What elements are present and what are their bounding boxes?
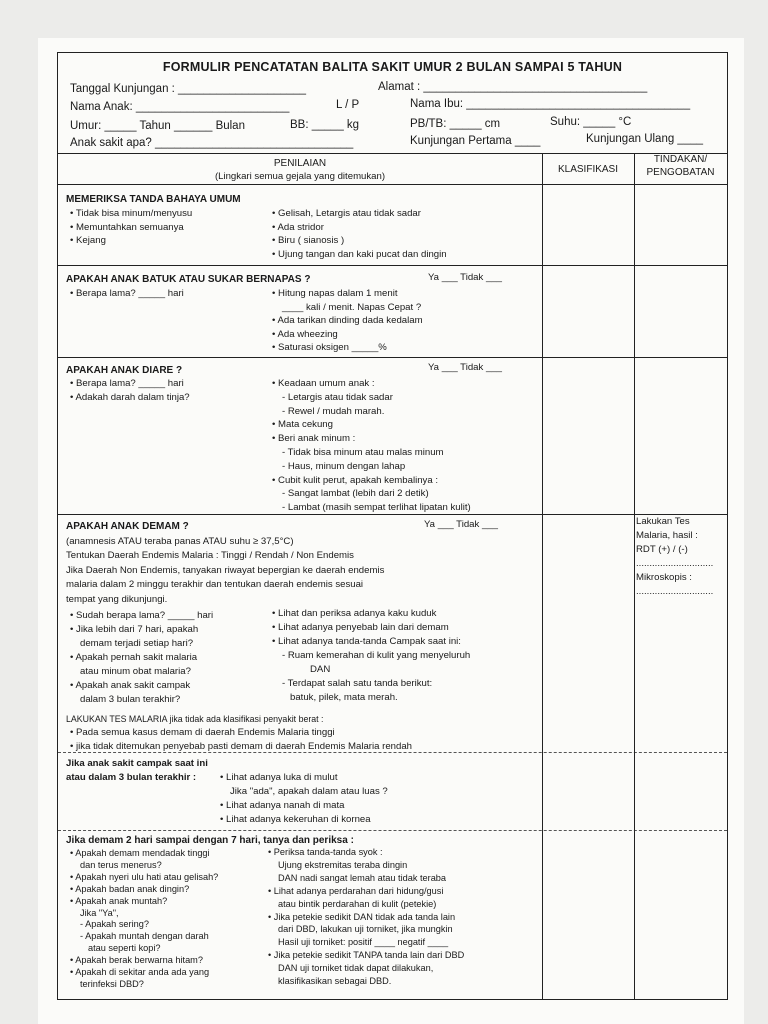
section-divider	[58, 357, 727, 358]
field-tanggal-kunjungan[interactable]: Tanggal Kunjungan : ____________________	[70, 83, 306, 95]
checklist-item[interactable]: demam terjadi setiap hari?	[80, 638, 194, 649]
table-head-line	[58, 184, 727, 185]
checklist-item[interactable]: • Saturasi oksigen _____%	[272, 341, 423, 355]
field-nama-ibu[interactable]: Nama Ibu: ___________________________________	[410, 98, 691, 110]
s4-right-list	[272, 607, 470, 705]
torniket-result-field[interactable]: Hasil uji torniket: positif ____ negatif ____	[278, 937, 449, 948]
yes-no-field[interactable]: Ya ___ Tidak ___	[428, 362, 502, 373]
checklist-item[interactable]: • Gelisah, Letargis atau tidak sadar	[272, 207, 447, 221]
checklist-item[interactable]: • Ujung tangan dan kaki pucat dan dingin	[272, 248, 447, 262]
field-alamat[interactable]: Alamat : ___________________________________	[378, 81, 648, 93]
yes-no-field[interactable]: Ya ___ Tidak ___	[428, 272, 502, 283]
section-diare	[66, 364, 182, 378]
checklist-item[interactable]: • Lihat adanya luka di mulut	[220, 771, 388, 785]
field-jenis-kelamin[interactable]: L / P	[336, 99, 360, 111]
table-top-line	[58, 153, 727, 154]
field-kunjungan-pertama[interactable]: Kunjungan Pertama ____	[410, 135, 541, 147]
checklist-item[interactable]: • Kejang	[70, 234, 192, 248]
checklist-item[interactable]: atau minum obat malaria?	[80, 666, 191, 677]
checklist-item[interactable]: • Adakah darah dalam tinja?	[70, 391, 190, 405]
s4-left-list	[70, 609, 213, 707]
checklist-item[interactable]: • Apakah badan anak dingin?	[70, 884, 218, 896]
field-kunjungan-ulang[interactable]: Kunjungan Ulang ____	[586, 133, 704, 145]
checklist-item[interactable]: ____ kali / menit. Napas Cepat ?	[282, 301, 422, 313]
field-bb[interactable]: BB: _____ kg	[290, 119, 360, 131]
checklist-item: Jika "Ya",	[80, 907, 119, 918]
rdt-result-field[interactable]: RDT (+) / (-)	[636, 544, 688, 555]
checklist-item[interactable]: klasifikasikan sebagai DBD.	[278, 976, 392, 987]
checklist-item[interactable]: • Ada tarikan dinding dada kedalam	[272, 314, 423, 328]
section-title: APAKAH ANAK DIARE ?	[66, 365, 183, 376]
col-divider-tindakan	[634, 153, 635, 999]
checklist-item: DAN	[310, 664, 331, 675]
checklist-item[interactable]: - Ruam kemerahan di kulit yang menyeluruh	[282, 650, 471, 661]
section-tanda-bahaya	[66, 193, 241, 207]
checklist-item[interactable]: • Ada stridor	[272, 221, 447, 235]
checklist-item[interactable]: • Apakah di sekitar anda ada yang	[70, 967, 218, 979]
section-title: MEMERIKSA TANDA BAHAYA UMUM	[66, 194, 241, 205]
checklist-item[interactable]: • Memuntahkan semuanya	[70, 221, 192, 235]
checklist-item[interactable]: • Apakah berak berwarna hitam?	[70, 955, 218, 967]
checklist-item[interactable]: • Lihat adanya perdarahan dari hidung/gusi	[268, 885, 464, 898]
section-title: APAKAH ANAK DEMAM ?	[66, 521, 189, 532]
checklist-item[interactable]: - Haus, minum dengan lahap	[282, 460, 406, 472]
head-klasifikasi: KLASIFIKASI	[557, 164, 619, 175]
checklist-item[interactable]: dari DBD, lakukan uji torniket, jika mungkin	[278, 924, 453, 935]
checklist-item[interactable]: - Lambat (masih sempat terlihat lipatan kulit)	[282, 502, 471, 514]
s1-right-list	[272, 207, 447, 261]
checklist-item[interactable]: • Jika petekie sedikit TANPA tanda lain dari DBD	[268, 949, 464, 962]
checklist-item[interactable]: Ujung ekstremitas teraba dingin	[278, 859, 408, 870]
checklist-item[interactable]: • Mata cekung	[272, 418, 471, 432]
field-umur[interactable]: Umur: _____ Tahun ______ Bulan	[70, 120, 245, 132]
s3-left-list	[70, 377, 190, 404]
s3-right-list	[272, 377, 471, 515]
checklist-item[interactable]: - Sangat lambat (lebih dari 2 detik)	[282, 488, 429, 500]
s2-right-list	[272, 287, 423, 355]
form-title: FORMULIR PENCATATAN BALITA SAKIT UMUR 2 BULAN SAMPAI 5 TAHUN	[162, 60, 623, 74]
checklist-item[interactable]: - Tidak bisa minum atau malas minum	[282, 446, 444, 458]
yes-no-field[interactable]: Ya ___ Tidak ___	[424, 519, 498, 530]
checklist-item[interactable]: • Apakah anak sakit campak	[70, 679, 213, 693]
checklist-item[interactable]: terinfeksi DBD?	[80, 978, 144, 989]
s4-tes-malaria: LAKUKAN TES MALARIA jika tidak ada klasifikasi penyakit berat : • Pada semua kasus demam di daerah Endemis Malaria tinggi • jika tidak ditemukan penyebab pasti demam di daerah Endemis Malaria rendah	[66, 712, 412, 754]
checklist-item[interactable]: • Hitung napas dalam 1 menit	[272, 287, 423, 301]
checklist-item[interactable]: - Apakah muntah dengan darah	[80, 931, 209, 942]
section-demam: APAKAH ANAK DEMAM ? (anamnesis ATAU teraba panas ATAU suhu ≥ 37,5°C) Tentukan Daerah Endemis Malaria : Tinggi / Rendah / Non Endemis Jika Daerah Non Endemis, tanyakan riwayat bepergian ke daerah endemis malaria dalam 2 minggu terakhir dan tentukan daerah endemis sesuai tempat yang dikunjungi.	[66, 521, 385, 605]
checklist-item[interactable]: • jika tidak ditemukan penyebab pasti demam di daerah Endemis Malaria rendah	[66, 740, 412, 754]
tindakan-tes-malaria: Lakukan Tes Malaria, hasil : RDT (+) / (-) ............................. Mikroskopis : .............................	[636, 516, 714, 597]
checklist-item[interactable]: • Ada wheezing	[272, 328, 423, 342]
checklist-item[interactable]: • Berapa lama? _____ hari	[70, 287, 184, 301]
checklist-item[interactable]: • Beri anak minum :	[272, 432, 471, 446]
checklist-item[interactable]: - Terdapat salah satu tanda berikut:	[282, 678, 433, 689]
checklist-item[interactable]: • Cubit kulit perut, apakah kembalinya :	[272, 474, 471, 488]
section-title: APAKAH ANAK BATUK ATAU SUKAR BERNAPAS ?	[66, 274, 311, 285]
checklist-item[interactable]: • Lihat dan periksa adanya kaku kuduk	[272, 607, 470, 621]
checklist-item[interactable]: - Letargis atau tidak sadar	[282, 391, 393, 403]
form-sheet	[57, 52, 728, 1000]
checklist-item[interactable]: • Lihat adanya kekeruhan di kornea	[220, 813, 388, 827]
s6-right-list	[268, 846, 464, 988]
checklist-item[interactable]: • Jika lebih dari 7 hari, apakah	[70, 623, 213, 637]
checklist-item[interactable]: • Lihat adanya penyebab lain dari demam	[272, 621, 470, 635]
s1-left-list	[70, 207, 192, 248]
section-title: Jika demam 2 hari sampai dengan 7 hari, tanya dan periksa :	[66, 835, 354, 846]
checklist-item[interactable]: Jika "ada", apakah dalam atau luas ?	[230, 786, 388, 797]
checklist-item[interactable]: • Berapa lama? _____ hari	[70, 377, 190, 391]
field-nama-anak[interactable]: Nama Anak: ________________________	[70, 101, 290, 113]
checklist-item[interactable]: • Apakah demam mendadak tinggi	[70, 848, 218, 860]
checklist-item[interactable]: batuk, pilek, mata merah.	[290, 692, 398, 703]
s6-left-list	[70, 848, 218, 991]
checklist-item[interactable]: • Apakah pernah sakit malaria	[70, 651, 213, 665]
checklist-item[interactable]: dan terus menerus?	[80, 859, 162, 870]
s2-left-list	[70, 287, 184, 301]
section-divider	[58, 265, 727, 266]
checklist-item[interactable]: • Biru ( sianosis )	[272, 234, 447, 248]
section-divider-dashed	[58, 830, 727, 831]
field-anak-sakit[interactable]: Anak sakit apa? _______________________________	[70, 137, 354, 149]
checklist-item[interactable]: • Sudah berapa lama? _____ hari	[70, 609, 213, 623]
checklist-item[interactable]: • Periksa tanda-tanda syok :	[268, 846, 464, 859]
section-batuk	[66, 273, 310, 287]
col-divider-klasifikasi	[542, 153, 543, 999]
checklist-item[interactable]: • Apakah nyeri ulu hati atau gelisah?	[70, 872, 218, 884]
field-suhu[interactable]: Suhu: _____ °C	[550, 116, 632, 128]
checklist-item[interactable]: • Keadaan umum anak :	[272, 377, 471, 391]
head-tindakan: TINDAKAN/ PENGOBATAN	[646, 154, 715, 178]
checklist-item[interactable]: atau seperti kopi?	[88, 943, 161, 954]
section-campak: Jika anak sakit campak saat ini atau dalam 3 bulan terakhir :	[66, 758, 208, 783]
checklist-item[interactable]: • Lihat adanya nanah di mata	[220, 799, 388, 813]
head-penilaian: PENILAIAN (Lingkari semua gejala yang ditemukan)	[214, 158, 386, 182]
checklist-item[interactable]: atau bintik perdarahan di kulit (petekie)	[278, 898, 437, 909]
checklist-item[interactable]: • Tidak bisa minum/menyusu	[70, 207, 192, 221]
checklist-item[interactable]: • Pada semua kasus demam di daerah Endemis Malaria tinggi	[66, 726, 412, 740]
field-pbtb[interactable]: PB/TB: _____ cm	[410, 118, 501, 130]
checklist-item[interactable]: - Apakah sering?	[80, 919, 149, 930]
checklist-item[interactable]: • Apakah anak muntah?	[70, 896, 218, 908]
checklist-item[interactable]: DAN nadi sangat lemah atau tidak teraba	[278, 872, 447, 883]
s5-list	[220, 771, 388, 827]
checklist-item[interactable]: dalam 3 bulan terakhir?	[80, 694, 181, 705]
checklist-item[interactable]: DAN uji torniket tidak dapat dilakukan,	[278, 963, 434, 974]
checklist-item[interactable]: - Rewel / mudah marah.	[282, 405, 385, 417]
checklist-item[interactable]: • Jika petekie sedikit DAN tidak ada tanda lain	[268, 911, 464, 924]
checklist-item[interactable]: • Lihat adanya tanda-tanda Campak saat ini:	[272, 635, 470, 649]
